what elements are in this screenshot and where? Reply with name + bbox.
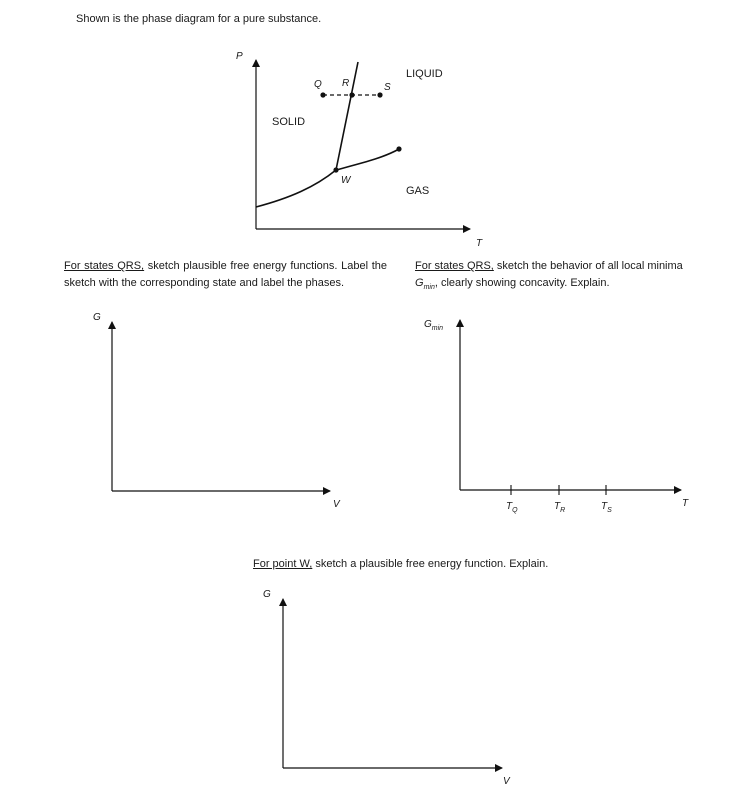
q2-axes [460,320,681,495]
point-r-marker [349,92,354,97]
tick-label-ts: $T_S$ [601,501,612,514]
liquid-region-label: LIQUID [406,68,443,80]
q3-text: sketch a plausible free energy function. Explain. [312,558,549,570]
sublimation-curve [256,170,336,207]
point-q-marker [320,92,325,97]
p-axis-label: P [236,51,243,62]
q3-g-label: G [263,589,271,600]
point-s-marker [377,92,382,97]
intro-text: Shown is the phase diagram for a pure substance. [76,13,322,25]
point-r-label: R [342,78,350,89]
phase-diagram-axes [256,60,470,229]
q2-gmin-inline: $G_{min}$ [415,276,435,291]
tick-label-tq: $T_Q$ [506,501,518,514]
point-s-label: S [384,82,391,93]
t-axis-label: T [476,238,483,249]
q3-prompt [253,556,548,572]
q2-text1: sketch the behavior of all local minima [493,260,683,272]
q1-g-label: G [93,312,101,323]
q3-axes [283,599,502,768]
q2-prompt [415,258,715,296]
q3-v-label: V [503,776,510,787]
q3-lead: For point W, [253,558,313,570]
q1-text: sketch plausible free energy functions. Label the sketch with the corresponding state and label the phases. [64,260,388,289]
q1-axes [112,322,330,491]
q1-lead: For states QRS, [64,260,145,272]
critical-point-marker [396,146,401,151]
q1-v-label: V [333,499,340,510]
q2-text2: , clearly showing concavity. Explain. [434,276,610,289]
triple-point-w-marker [333,167,338,172]
q2-t-label: T [682,498,689,509]
tick-label-tr: $T_R$ [554,501,566,514]
vaporization-curve [336,149,399,170]
gas-region-label: GAS [406,185,430,197]
q2-gmin-label: $G_{min}$ [424,319,444,332]
solid-region-label: SOLID [272,116,306,128]
q2-lead: For states QRS, [415,260,494,272]
point-w-label: W [341,175,351,186]
point-q-label: Q [314,79,322,90]
q1-prompt [64,258,387,291]
